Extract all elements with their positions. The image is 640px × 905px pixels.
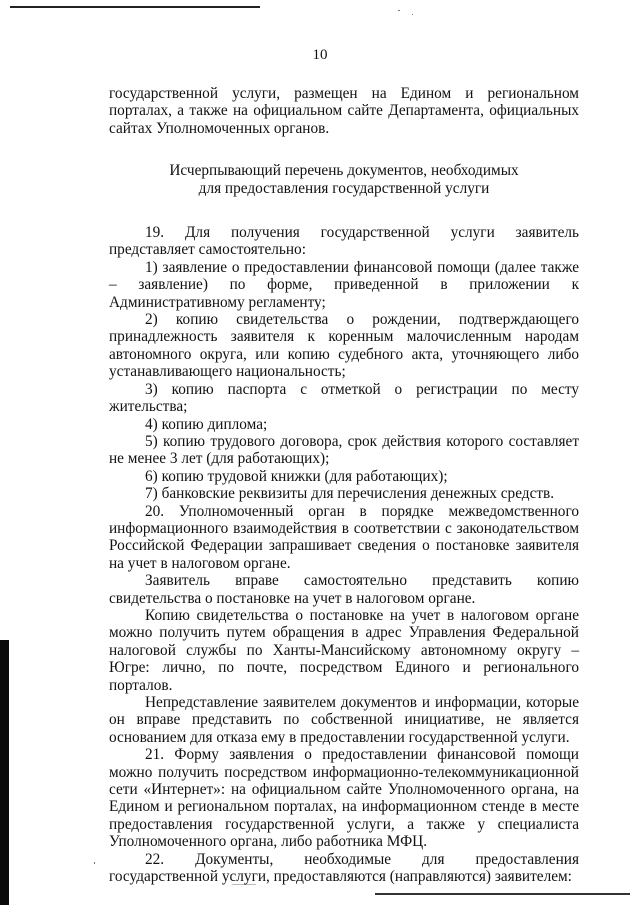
paragraph-22: 22. Документы, необходимые для предоставления государственной услуги, предоставляются (направляются) заявителем: [109,850,579,886]
scan-speck [412,14,413,15]
paragraph-19-item-7: 7) банковские реквизиты для перечисления денежных средств. [145,485,555,503]
paragraph-21: 21. Форму заявления о предоставлении финансовой помощи можно получить посредством информационно-телекоммуникационной сети «Интернет»: на официальном сайте Уполномоченного органа, на Едином и региональном порталах, на информационном стенде в месте предоставления государственной услуги, а также у специалиста Уполномоченного органа, либо работника МФЦ. [109,746,579,851]
paragraph-19-item-3: 3) копию паспорта с отметкой о регистрации по месту жительства; [109,380,579,416]
paragraph-19-item-5: 5) копию трудового договора, срок действия которого составляет не менее 3 лет (для работающих); [109,432,579,468]
paragraph-19-item-4: 4) копию диплома; [145,415,268,433]
paragraph-19-item-6: 6) копию трудовой книжки (для работающих); [145,467,448,485]
paragraph-20-c: Непредставление заявителем документов и информации, которые он вправе представить по собственной инициативе, не является основанием для отказа ему в предоставлении государственной услуги. [109,694,579,746]
intro-paragraph: государственной услуги, размещен на Едином и региональном порталах, а также на официальном сайте Департамента, официальных сайтах Уполномоченных органов. [109,85,579,137]
paragraph-20-b: Копию свидетельства о постановке на учет в налоговом органе можно получить путем обращения в адрес Управления Федеральной налоговой службы по Ханты-Мансийскому автономному округу – Югре: лично, по почте, посредством Единого и регионального порталов. [109,606,579,694]
heading-line-2: для предоставления государственной услуги [198,179,490,197]
paragraph-19-item-2: 2) копию свидетельства о рождении, подтверждающего принадлежность заявителя к коренным малочисленным народам автономного округа, или копию судебного акта, уточняющего либо устанавливающего национальность; [109,311,579,381]
scan-edge-top [10,6,260,8]
paragraph-19: 19. Для получения государственной услуги заявитель представляет самостоятельно: [109,224,579,259]
paragraph-19-item-1: 1) заявление о предоставлении финансовой помощи (далее также – заявление) по форме, приведенной в приложении к Административному регламенту; [109,258,579,311]
heading-line-1: Исчерпывающий перечень документов, необходимых [169,162,519,180]
document-body [109,85,579,885]
scan-speck [398,10,400,11]
section-heading [109,162,579,197]
paragraph-20-a: Заявитель вправе самостоятельно представить копию свидетельства о постановке на учет в налоговом органе. [109,572,579,607]
paragraph-20: 20. Уполномоченный орган в порядке межведомственного информационного взаимодействия в соответствии с законодательством Российской Федерации запрашивает сведения о постановке заявителя на учет в налоговом органе. [109,502,579,572]
page-number: 10 [312,47,328,63]
scan-edge-left [0,640,9,905]
scan-speck [94,862,95,864]
scan-edge-bottom [375,893,630,895]
